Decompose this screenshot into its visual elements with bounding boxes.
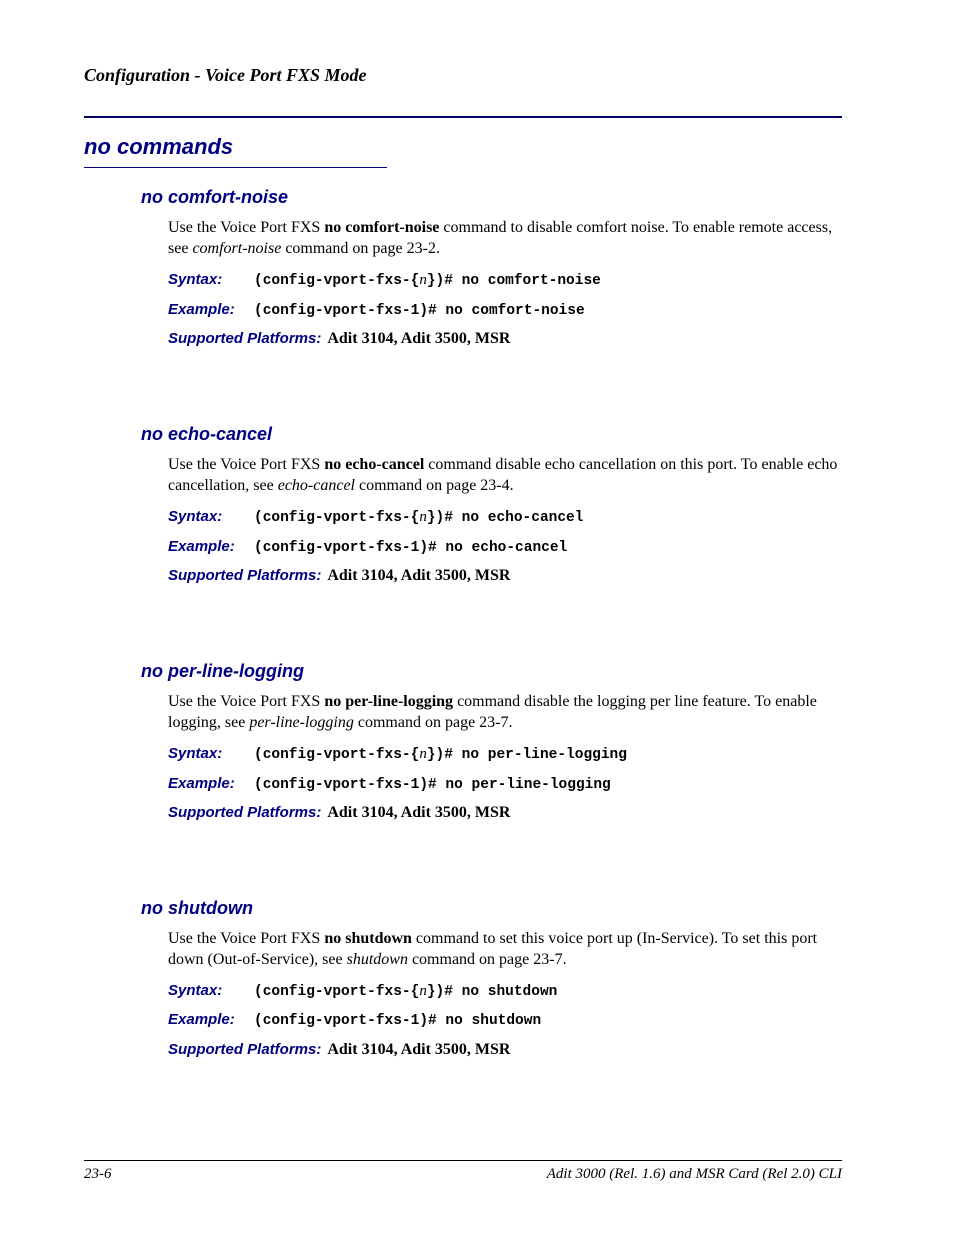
syntax-row bbox=[168, 508, 583, 526]
example-code: (config-vport-fxs-1)# no shutdown bbox=[254, 1013, 542, 1029]
syntax-code: (config-vport-fxs-{n})# no per-line-logging bbox=[254, 746, 627, 763]
example-label: Example: bbox=[168, 1011, 235, 1028]
syntax-label: Syntax: bbox=[168, 271, 223, 288]
platforms-row bbox=[168, 567, 510, 585]
command-description: Use the Voice Port FXS no per-line-logging command disable the logging per line feature. To enable logging, see per-line-logging command on page 23-7. bbox=[168, 693, 817, 731]
platforms-label: Supported Platforms: bbox=[168, 567, 322, 584]
footer-doc-title: Adit 3000 (Rel. 1.6) and MSR Card (Rel 2.0) CLI bbox=[546, 1166, 842, 1182]
command-title: no per-line-logging bbox=[141, 661, 304, 681]
example-row bbox=[168, 1011, 541, 1029]
footer-rule bbox=[84, 1160, 842, 1161]
section-rule bbox=[84, 167, 387, 168]
header-rule bbox=[84, 116, 842, 118]
command-description: Use the Voice Port FXS no shutdown command to set this voice port up (In-Service). To set this port down (Out-of-Service), see shutdown command on page 23-7. bbox=[168, 930, 818, 968]
syntax-code: (config-vport-fxs-{n})# no shutdown bbox=[254, 983, 558, 1000]
example-label: Example: bbox=[168, 538, 235, 555]
platforms-value: Adit 3104, Adit 3500, MSR bbox=[327, 804, 511, 821]
command-description: Use the Voice Port FXS no echo-cancel command disable echo cancellation on this port. To enable echo cancellation, see echo-cancel command on page 23-4. bbox=[168, 456, 838, 494]
syntax-label: Syntax: bbox=[168, 982, 223, 999]
example-row bbox=[168, 775, 611, 793]
syntax-row bbox=[168, 745, 627, 763]
example-code: (config-vport-fxs-1)# no echo-cancel bbox=[254, 540, 568, 556]
running-head: Configuration - Voice Port FXS Mode bbox=[84, 65, 367, 85]
syntax-row bbox=[168, 271, 601, 289]
platforms-value: Adit 3104, Adit 3500, MSR bbox=[327, 1041, 511, 1058]
syntax-code: (config-vport-fxs-{n})# no echo-cancel bbox=[254, 509, 584, 526]
platforms-label: Supported Platforms: bbox=[168, 1041, 322, 1058]
section-title: no commands bbox=[84, 134, 234, 159]
platforms-row bbox=[168, 330, 510, 348]
syntax-label: Syntax: bbox=[168, 508, 223, 525]
syntax-label: Syntax: bbox=[168, 745, 223, 762]
command-title: no shutdown bbox=[141, 898, 253, 918]
platforms-label: Supported Platforms: bbox=[168, 330, 322, 347]
platforms-value: Adit 3104, Adit 3500, MSR bbox=[327, 330, 511, 347]
page-number: 23-6 bbox=[84, 1166, 112, 1182]
example-row bbox=[168, 538, 567, 556]
syntax-code: (config-vport-fxs-{n})# no comfort-noise bbox=[254, 272, 601, 289]
command-description: Use the Voice Port FXS no comfort-noise command to disable comfort noise. To enable remote access, see comfort-noise command on page 23-2. bbox=[168, 219, 833, 257]
platforms-value: Adit 3104, Adit 3500, MSR bbox=[327, 567, 511, 584]
example-code: (config-vport-fxs-1)# no per-line-logging bbox=[254, 777, 611, 793]
platforms-label: Supported Platforms: bbox=[168, 804, 322, 821]
syntax-row bbox=[168, 982, 557, 1000]
example-label: Example: bbox=[168, 301, 235, 318]
command-title: no echo-cancel bbox=[141, 424, 273, 444]
command-title: no comfort-noise bbox=[141, 187, 288, 207]
example-label: Example: bbox=[168, 775, 235, 792]
example-row bbox=[168, 301, 585, 319]
platforms-row bbox=[168, 804, 510, 822]
platforms-row bbox=[168, 1041, 510, 1059]
example-code: (config-vport-fxs-1)# no comfort-noise bbox=[254, 303, 585, 319]
